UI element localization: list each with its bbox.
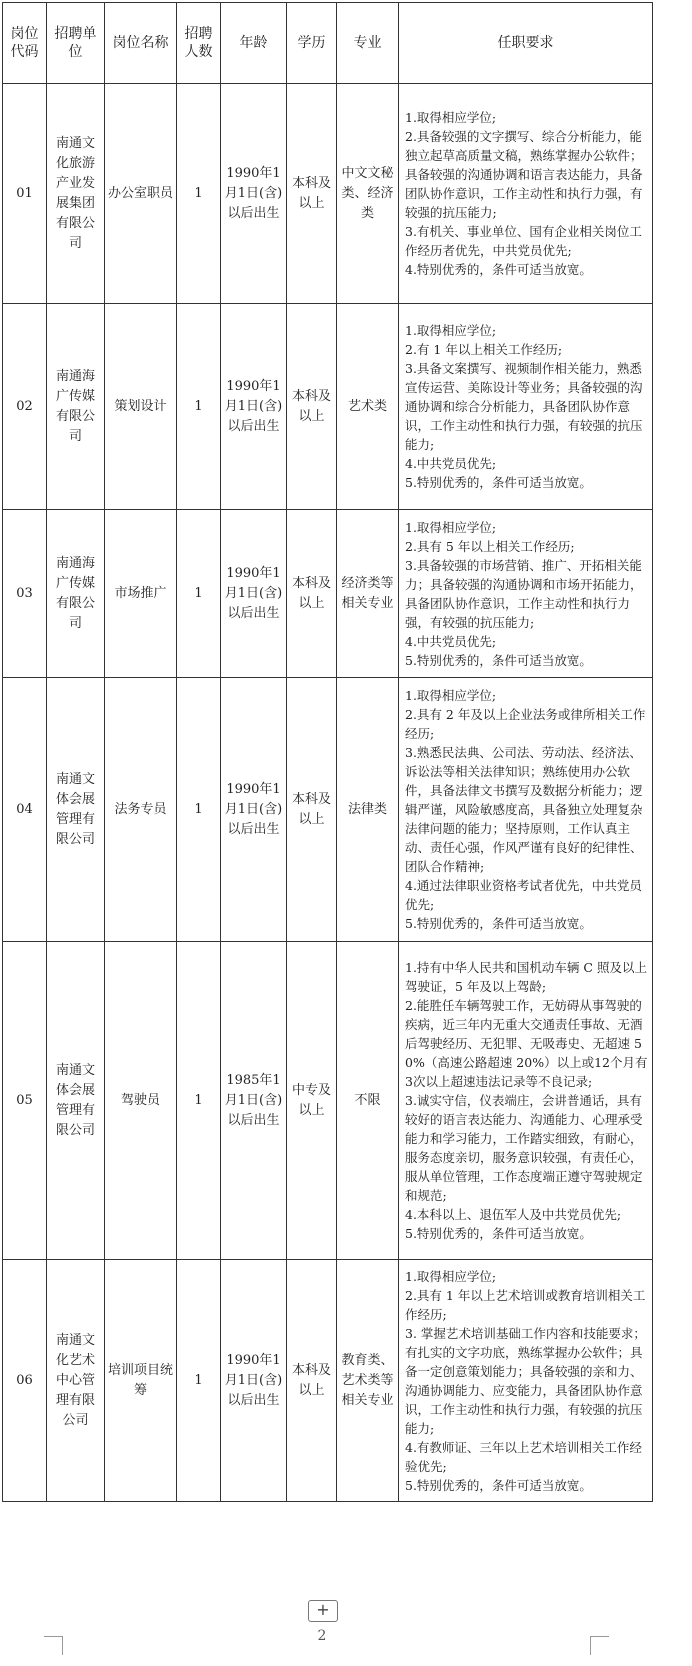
cell-major: 不限	[337, 942, 399, 1260]
job-table	[2, 2, 653, 1502]
req-line: 4.特别优秀的，条件可适当放宽。	[405, 262, 592, 277]
req-line: 1.取得相应学位;	[405, 323, 497, 338]
header-row	[3, 3, 653, 84]
cell-code: 05	[3, 942, 47, 1260]
cell-requirements	[399, 304, 653, 510]
cell-edu: 本科及以上	[287, 84, 337, 304]
cell-position: 法务专员	[105, 678, 177, 942]
cell-major: 中文文秘类、经济类	[337, 84, 399, 304]
req-line: 5.特别优秀的，条件可适当放宽。	[405, 1226, 592, 1241]
req-line: 3.诚实守信，仪表端庄，会讲普通话，具有较好的语言表达能力、沟通能力、心理承受能力和学习能力，工作踏实细致，有耐心，服务态度亲切，服务意识较强，有责任心，服从单位管理，工作态度端正遵守驾驶规定和规范;	[405, 1093, 643, 1203]
header-count: 招聘人数	[177, 3, 221, 84]
req-line: 3.具备文案撰写、视频制作相关能力，熟悉宣传运营、美陈设计等业务；具备较强的沟通协调和综合分析能力，具备团队协作意识，工作主动性和执行力强，有较强的抗压能力;	[405, 361, 643, 452]
cell-unit: 南通文化艺术中心管理有限公司	[47, 1260, 105, 1502]
cell-edu: 中专及以上	[287, 942, 337, 1260]
cell-position: 驾驶员	[105, 942, 177, 1260]
cell-count: 1	[177, 304, 221, 510]
cell-count: 1	[177, 678, 221, 942]
req-line: 4.中共党员优先;	[405, 633, 497, 649]
cell-major: 艺术类	[337, 304, 399, 510]
cell-unit: 南通文体会展管理有限公司	[47, 942, 105, 1260]
cell-position: 办公室职员	[105, 84, 177, 304]
req-line: 2.具有 2 年及以上企业法务或律所相关工作经历;	[405, 707, 646, 741]
cell-age: 1990年1月1日(含)以后出生	[221, 84, 287, 304]
req-line: 5.特别优秀的，条件可适当放宽。	[405, 475, 592, 490]
header-major: 专业	[337, 3, 399, 84]
cell-count: 1	[177, 84, 221, 304]
page-number: 2	[317, 1628, 327, 1644]
table-row	[3, 942, 653, 1260]
req-line: 3.有机关、事业单位、国有企业相关岗位工作经历者优先，中共党员优先;	[405, 224, 642, 258]
cell-count: 1	[177, 942, 221, 1260]
cell-major: 法律类	[337, 678, 399, 942]
header-req: 任职要求	[399, 3, 653, 84]
table-row	[3, 678, 653, 942]
header-unit: 招聘单位	[47, 3, 105, 84]
cell-code: 04	[3, 678, 47, 942]
req-line: 1.取得相应学位;	[405, 519, 497, 535]
req-line: 4.有教师证、三年以上艺术培训相关工作经验优先;	[405, 1439, 642, 1474]
cell-major: 经济类等相关专业	[337, 510, 399, 678]
header-edu: 学历	[287, 3, 337, 84]
req-line: 2.有 1 年以上相关工作经历;	[405, 342, 563, 357]
cell-requirements	[399, 510, 653, 678]
cell-edu: 本科及以上	[287, 304, 337, 510]
req-line: 3. 掌握艺术培训基础工作内容和技能要求；有扎实的文字功底，熟练掌握办公软件；具备一定创意策划能力；具备较强的亲和力、沟通协调能力、应变能力，具备团队协作意识，工作主动性和执行力强，有较强的抗压能力;	[405, 1325, 646, 1436]
cell-code: 03	[3, 510, 47, 678]
cell-unit: 南通文体会展管理有限公司	[47, 678, 105, 942]
cell-edu: 本科及以上	[287, 510, 337, 678]
req-line: 3.具备较强的市场营销、推广、开拓相关能力；具备较强的沟通协调和市场开拓能力，具备团队协作意识，工作主动性和执行力强，有较强的抗压能力;	[405, 557, 643, 630]
req-line: 1.持有中华人民共和国机动车辆 C 照及以上驾驶证，5 年及以上驾龄;	[405, 960, 647, 994]
req-line: 1.取得相应学位;	[405, 110, 497, 125]
req-line: 5.特别优秀的，条件可适当放宽。	[405, 916, 592, 931]
req-line: 2.具备较强的文字撰写、综合分析能力，能独立起草高质量文稿，熟练掌握办公软件；具备较强的沟通协调和语言表达能力，具备团队协作意识，工作主动性和执行力强，有较强的抗压能力;	[405, 129, 643, 220]
page-corner-mark-right	[590, 1636, 609, 1655]
cell-unit: 南通海广传媒有限公司	[47, 510, 105, 678]
cell-position: 培训项目统筹	[105, 1260, 177, 1502]
cell-edu: 本科及以上	[287, 1260, 337, 1502]
req-line: 4.本科以上、退伍军人及中共党员优先;	[405, 1207, 622, 1222]
cell-age: 1985年1月1日(含)以后出生	[221, 942, 287, 1260]
cell-unit: 南通海广传媒有限公司	[47, 304, 105, 510]
req-line: 5.特别优秀的，条件可适当放宽。	[405, 652, 592, 668]
table-row	[3, 84, 653, 304]
cell-count: 1	[177, 1260, 221, 1502]
cell-requirements	[399, 1260, 653, 1502]
req-line: 4.中共党员优先;	[405, 456, 497, 471]
cell-code: 01	[3, 84, 47, 304]
header-age: 年龄	[221, 3, 287, 84]
req-line: 3.熟悉民法典、公司法、劳动法、经济法、诉讼法等相关法律知识；熟练使用办公软件，具备法律文书撰写及数据分析能力；逻辑严谨，风险敏感度高，具备独立处理复杂法律问题的能力；坚持原则，工作认真主动、责任心强，作风严谨有良好的纪律性、团队合作精神;	[405, 745, 643, 874]
cell-requirements	[399, 84, 653, 304]
header-code: 岗位代码	[3, 3, 47, 84]
cell-age: 1990年1月1日(含)以后出生	[221, 1260, 287, 1502]
cell-age: 1990年1月1日(含)以后出生	[221, 304, 287, 510]
table-row	[3, 304, 653, 510]
req-line: 4.通过法律职业资格考试者优先，中共党员优先;	[405, 878, 642, 912]
req-line: 2.具有 1 年以上艺术培训或教育培训相关工作经历;	[405, 1287, 646, 1322]
table-row	[3, 1260, 653, 1502]
cell-code: 02	[3, 304, 47, 510]
req-line: 1.取得相应学位;	[405, 688, 497, 703]
cell-position: 市场推广	[105, 510, 177, 678]
header-position: 岗位名称	[105, 3, 177, 84]
req-line: 2.能胜任车辆驾驶工作，无妨碍从事驾驶的疾病，近三年内无重大交通责任事故、无酒后驾驶经历、无犯罪、无吸毒史、无超速 50%（高速公路超速 20%）以上或12个月有3次以上超速违法记录等不良记录;	[405, 998, 648, 1089]
cell-unit: 南通文化旅游产业发展集团有限公司	[47, 84, 105, 304]
cell-age: 1990年1月1日(含)以后出生	[221, 510, 287, 678]
table-row	[3, 510, 653, 678]
cell-code: 06	[3, 1260, 47, 1502]
page-corner-mark-left	[44, 1636, 63, 1655]
cell-count: 1	[177, 510, 221, 678]
req-line: 2.具有 5 年以上相关工作经历;	[405, 538, 575, 554]
cell-age: 1990年1月1日(含)以后出生	[221, 678, 287, 942]
cell-requirements	[399, 942, 653, 1260]
add-page-button[interactable]: +	[308, 1600, 338, 1622]
req-line: 1.取得相应学位;	[405, 1268, 497, 1284]
cell-major: 教育类、艺术类等相关专业	[337, 1260, 399, 1502]
cell-position: 策划设计	[105, 304, 177, 510]
cell-requirements	[399, 678, 653, 942]
cell-edu: 本科及以上	[287, 678, 337, 942]
req-line: 5.特别优秀的，条件可适当放宽。	[405, 1477, 592, 1493]
